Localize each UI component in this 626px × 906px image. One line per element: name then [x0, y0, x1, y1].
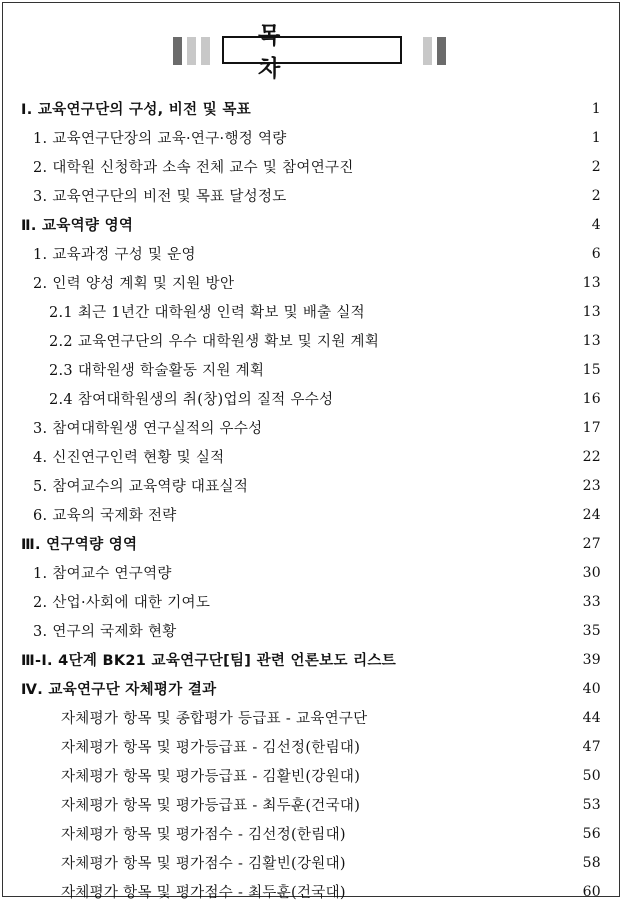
toc-entry-label: 2.1 최근 1년간 대학원생 인력 확보 및 배출 실적	[49, 305, 365, 321]
toc-entry-page-number: 1	[591, 129, 601, 146]
toc-entry-label: 2. 산업·사회에 대한 기여도	[33, 595, 211, 611]
toc-entry[interactable]	[3, 848, 621, 877]
toc-entry[interactable]	[3, 500, 621, 529]
toc-entry[interactable]	[3, 877, 621, 906]
toc-entry-page-number: 17	[582, 419, 601, 436]
toc-entry-page-number: 13	[582, 303, 601, 320]
toc-entry[interactable]	[3, 384, 621, 413]
toc-entry-label: 자체평가 항목 및 평가점수 - 김활빈(강원대)	[61, 856, 346, 872]
title-deco-bar	[173, 37, 182, 65]
toc-entry-label: 5. 참여교수의 교육역량 대표실적	[33, 479, 249, 495]
toc-entry[interactable]	[3, 442, 621, 471]
toc-entry-page-number: 22	[582, 448, 601, 465]
toc-entry-page-number: 50	[582, 767, 601, 784]
toc-entry-label: 1. 교육연구단장의 교육·연구·행정 역량	[33, 131, 287, 147]
toc-entry[interactable]	[3, 587, 621, 616]
toc-page	[2, 2, 620, 901]
title-deco-bar	[423, 37, 432, 65]
toc-entry-label: 자체평가 항목 및 평가등급표 - 김선정(한림대)	[61, 740, 361, 756]
toc-entry-page-number: 1	[591, 100, 601, 117]
toc-entry-label: 2. 대학원 신청학과 소속 전체 교수 및 참여연구진	[33, 160, 354, 176]
title-deco-bar	[437, 37, 446, 65]
toc-entry-page-number: 44	[582, 709, 601, 726]
toc-entry-label: 3. 참여대학원생 연구실적의 우수성	[33, 421, 263, 437]
toc-entry-label: Ⅰ. 교육연구단의 구성, 비전 및 목표	[21, 102, 252, 118]
toc-entry-page-number: 15	[582, 361, 601, 378]
toc-entry-page-number: 39	[582, 651, 601, 668]
toc-entry-page-number: 33	[582, 593, 601, 610]
toc-entry[interactable]	[3, 355, 621, 384]
toc-entry-page-number: 4	[591, 216, 601, 233]
toc-entry-page-number: 60	[582, 883, 601, 900]
toc-entry[interactable]	[3, 529, 621, 558]
toc-entry-page-number: 24	[582, 506, 601, 523]
toc-entry[interactable]	[3, 558, 621, 587]
toc-entry[interactable]	[3, 790, 621, 819]
toc-entry[interactable]	[3, 268, 621, 297]
toc-entry-page-number: 53	[582, 796, 601, 813]
title-deco-bar	[201, 37, 210, 65]
toc-entry-label: 6. 교육의 국제화 전략	[33, 508, 177, 524]
toc-entry-label: 자체평가 항목 및 평가점수 - 최두훈(건국대)	[61, 885, 346, 901]
toc-entry-page-number: 23	[582, 477, 601, 494]
toc-entry[interactable]	[3, 297, 621, 326]
toc-entry-label: 3. 연구의 국제화 현황	[33, 624, 177, 640]
toc-entry-page-number: 35	[582, 622, 601, 639]
toc-entry-label: Ⅱ. 교육역량 영역	[21, 218, 134, 234]
toc-entry[interactable]	[3, 471, 621, 500]
toc-entry-label: 1. 교육과정 구성 및 운영	[33, 247, 196, 263]
toc-entry[interactable]	[3, 761, 621, 790]
toc-entry[interactable]	[3, 239, 621, 268]
toc-entry-label: 1. 참여교수 연구역량	[33, 566, 172, 582]
toc-entry[interactable]	[3, 645, 621, 674]
toc-entry-page-number: 47	[582, 738, 601, 755]
toc-entry[interactable]	[3, 703, 621, 732]
toc-entry[interactable]	[3, 326, 621, 355]
toc-entry-page-number: 40	[582, 680, 601, 697]
toc-entry[interactable]	[3, 123, 621, 152]
toc-entry-page-number: 56	[582, 825, 601, 842]
toc-entry[interactable]	[3, 674, 621, 703]
toc-entry-page-number: 30	[582, 564, 601, 581]
toc-entry-label: 2.4 참여대학원생의 취(창)업의 질적 우수성	[49, 392, 334, 408]
toc-entry[interactable]	[3, 210, 621, 239]
toc-entry[interactable]	[3, 819, 621, 848]
toc-entry[interactable]	[3, 94, 621, 123]
toc-entry-label: 4. 신진연구인력 현황 및 실적	[33, 450, 225, 466]
toc-entry-page-number: 13	[582, 274, 601, 291]
toc-entry[interactable]	[3, 181, 621, 210]
toc-entry[interactable]	[3, 413, 621, 442]
toc-entry-page-number: 2	[591, 158, 601, 175]
toc-entry[interactable]	[3, 152, 621, 181]
toc-entry-label: 2. 인력 양성 계획 및 지원 방안	[33, 276, 235, 292]
toc-entry-label: 자체평가 항목 및 평가점수 - 김선정(한림대)	[61, 827, 346, 843]
toc-entry-page-number: 16	[582, 390, 601, 407]
toc-entry-label: Ⅳ. 교육연구단 자체평가 결과	[21, 682, 217, 698]
toc-entry-page-number: 2	[591, 187, 601, 204]
toc-entry-label: Ⅲ. 연구역량 영역	[21, 537, 138, 553]
toc-entry-page-number: 58	[582, 854, 601, 871]
page-title: 목 차	[222, 36, 402, 64]
toc-entry-label: 자체평가 항목 및 종합평가 등급표 - 교육연구단	[61, 711, 368, 727]
table-of-contents	[3, 94, 621, 906]
toc-entry-label: 3. 교육연구단의 비전 및 목표 달성정도	[33, 189, 287, 205]
toc-entry-label: Ⅲ-Ⅰ. 4단계 BK21 교육연구단[팀] 관련 언론보도 리스트	[21, 653, 397, 669]
toc-entry[interactable]	[3, 616, 621, 645]
toc-entry-page-number: 6	[591, 245, 601, 262]
toc-entry-label: 2.3 대학원생 학술활동 지원 계획	[49, 363, 265, 379]
title-deco-bar	[187, 37, 196, 65]
toc-entry-label: 2.2 교육연구단의 우수 대학원생 확보 및 지원 계획	[49, 334, 380, 350]
toc-entry-label: 자체평가 항목 및 평가등급표 - 김활빈(강원대)	[61, 769, 361, 785]
title-bar	[3, 23, 621, 82]
toc-entry-page-number: 13	[582, 332, 601, 349]
toc-entry-label: 자체평가 항목 및 평가등급표 - 최두훈(건국대)	[61, 798, 361, 814]
toc-entry[interactable]	[3, 732, 621, 761]
toc-entry-page-number: 27	[582, 535, 601, 552]
